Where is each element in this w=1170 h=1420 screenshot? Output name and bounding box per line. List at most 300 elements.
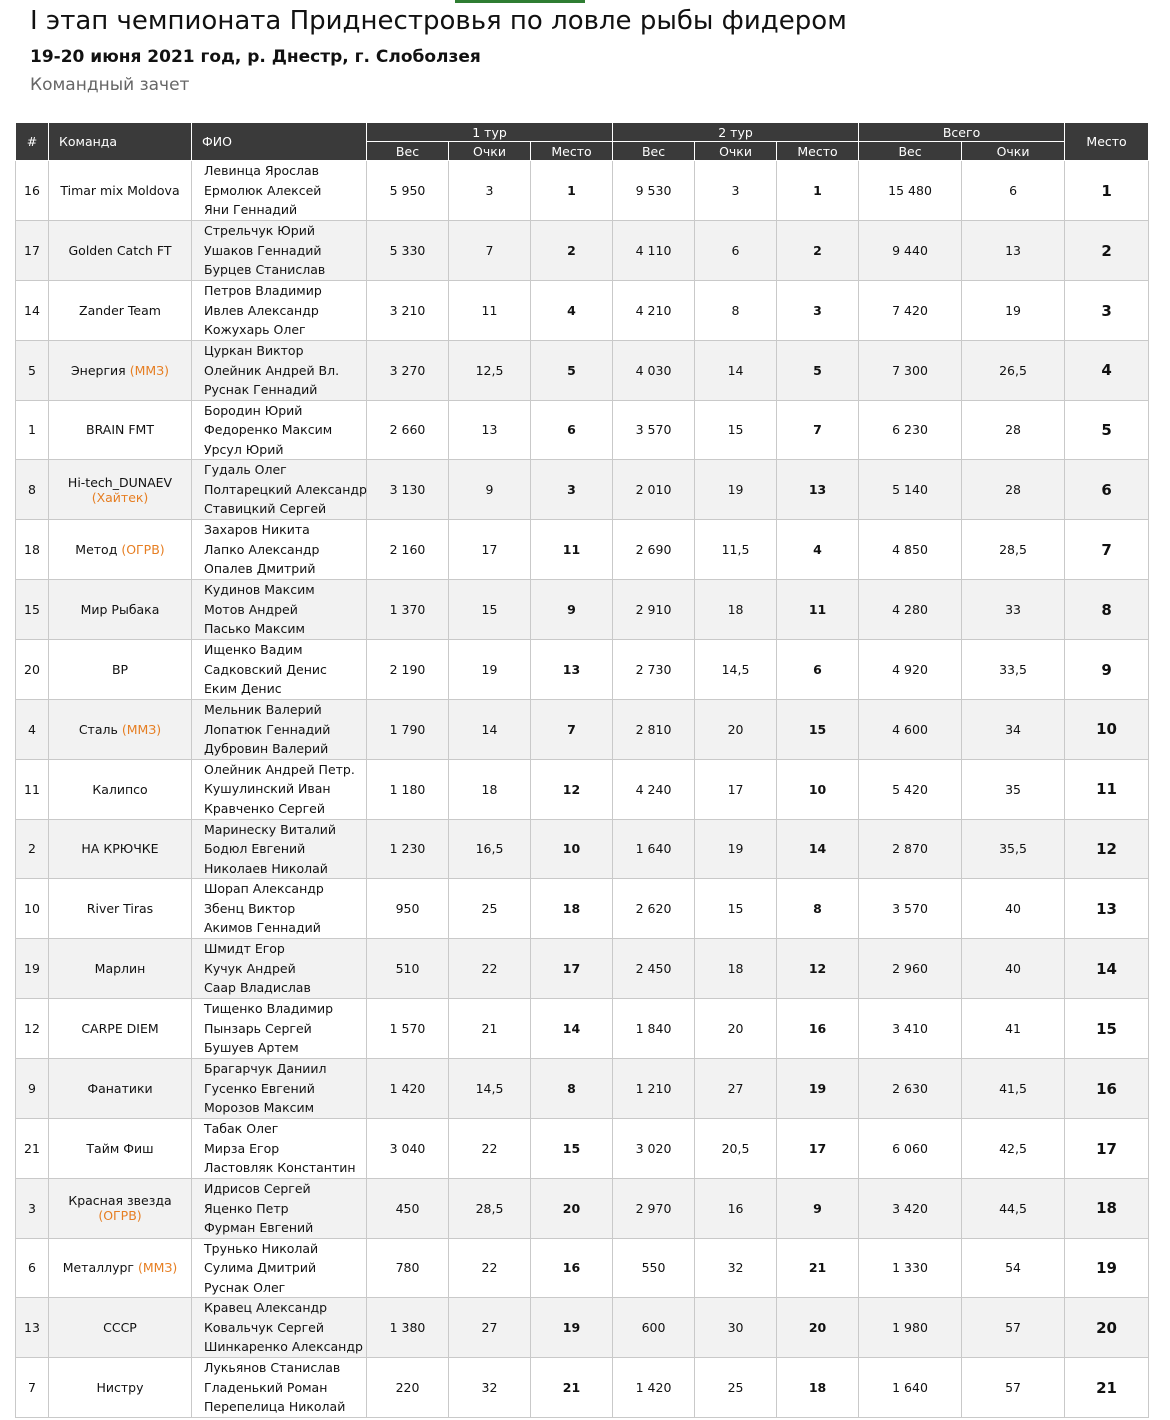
tour2-place: 18 [777,1358,859,1418]
total-weight: 6 060 [859,1119,962,1179]
tour2-points: 27 [695,1059,777,1119]
team-name: Мир Рыбака [80,602,160,617]
team-name: Golden Catch FT [68,243,172,258]
members-cell [192,341,367,401]
tour1-points: 13 [449,400,531,460]
member-name: Тищенко Владимир [204,1001,334,1017]
member-name: Пасько Максим [204,621,305,637]
member-name: Полтарецкий Александр [204,481,367,497]
total-points: 54 [962,1238,1065,1298]
tour1-weight: 3 040 [367,1119,449,1179]
team-cell [49,700,192,760]
col-t2-weight-header: Вес [613,142,695,161]
tour1-place: 5 [531,341,613,401]
tour2-place: 5 [777,341,859,401]
tour1-weight: 950 [367,879,449,939]
tour2-weight: 2 620 [613,879,695,939]
tour2-place: 7 [777,400,859,460]
member-name: Фурман Евгений [204,1220,314,1235]
tour2-place: 9 [777,1179,859,1239]
tour1-place: 17 [531,939,613,999]
tour2-points: 25 [695,1358,777,1418]
table-row [16,1298,1149,1358]
member-name: Шинкаренко Александр [204,1339,363,1355]
team-number: 5 [16,341,49,401]
tour2-weight: 1 840 [613,999,695,1059]
tour2-weight: 2 970 [613,1179,695,1239]
tour2-weight: 4 210 [613,281,695,341]
tour2-points: 15 [695,879,777,939]
team-number: 9 [16,1059,49,1119]
member-name: Мотов Андрей [204,601,298,617]
tour1-place: 8 [531,1059,613,1119]
total-weight: 1 330 [859,1238,962,1298]
tour1-weight: 1 420 [367,1059,449,1119]
members-cell [192,759,367,819]
member-name: Мирза Егор [204,1140,280,1156]
final-place: 11 [1065,759,1149,819]
table-row [16,1179,1149,1239]
member-name: Федоренко Максим [204,422,333,437]
member-name: Опалев Дмитрий [204,561,316,577]
tour2-weight: 2 010 [613,460,695,520]
tour2-place: 20 [777,1298,859,1358]
tour1-points: 21 [449,999,531,1059]
final-place: 17 [1065,1119,1149,1179]
col-num-header: # [16,123,49,161]
member-name: Кушулинский Иван [204,781,331,797]
tour1-place: 10 [531,819,613,879]
final-place: 18 [1065,1179,1149,1239]
member-name: Лукьянов Станислав [204,1360,341,1376]
tour1-points: 22 [449,939,531,999]
final-place: 20 [1065,1298,1149,1358]
team-name: Металлург [62,1260,134,1276]
table-row [16,1358,1149,1418]
col-total-weight-header: Вес [859,142,962,161]
total-weight: 7 300 [859,341,962,401]
members-cell [192,460,367,520]
member-name: Ушаков Геннадий [204,242,322,258]
team-cell [49,879,192,939]
tour1-place: 7 [531,700,613,760]
tour1-weight: 3 130 [367,460,449,520]
tour1-weight: 780 [367,1238,449,1298]
tour1-weight: 3 270 [367,341,449,401]
team-name: Сталь [78,721,118,737]
final-place: 7 [1065,520,1149,580]
tour2-place: 10 [777,759,859,819]
final-place: 19 [1065,1238,1149,1298]
table-header [16,123,1149,161]
tour2-points: 17 [695,759,777,819]
tour2-place: 1 [777,161,859,221]
members-cell [192,1059,367,1119]
table-row [16,1119,1149,1179]
tour1-points: 7 [449,221,531,281]
member-name: Лопатюк Геннадий [204,721,331,737]
tour2-weight: 4 240 [613,759,695,819]
tour1-points: 12,5 [449,341,531,401]
team-cell [49,400,192,460]
tour1-place: 4 [531,281,613,341]
tour2-points: 20 [695,999,777,1059]
team-number: 18 [16,520,49,580]
tour1-points: 28,5 [449,1179,531,1239]
top-accent-line [455,0,585,3]
tour1-points: 9 [449,460,531,520]
member-name: Ермолюк Алексей [204,182,322,198]
team-name: Тайм Фиш [86,1141,154,1156]
page-subtitle: 19-20 июня 2021 год, р. Днестр, г. Слоболзея [30,47,481,67]
tour1-points: 25 [449,879,531,939]
team-cell [49,161,192,221]
tour2-points: 30 [695,1298,777,1358]
tour2-points: 18 [695,939,777,999]
tour1-place: 3 [531,460,613,520]
member-name: Ставицкий Сергей [204,501,327,517]
total-weight: 6 230 [859,400,962,460]
team-number: 1 [16,400,49,460]
tour1-points: 22 [449,1119,531,1179]
team-cell [49,759,192,819]
total-points: 33 [962,580,1065,640]
members-cell [192,221,367,281]
tour1-weight: 3 210 [367,281,449,341]
tour2-weight: 600 [613,1298,695,1358]
table-row [16,520,1149,580]
total-points: 19 [962,281,1065,341]
tour2-place: 11 [777,580,859,640]
members-cell [192,640,367,700]
tour1-weight: 1 370 [367,580,449,640]
team-name: Нистру [96,1380,144,1395]
tour2-points: 14 [695,341,777,401]
tour2-place: 3 [777,281,859,341]
table-row [16,161,1149,221]
tour2-weight: 2 450 [613,939,695,999]
total-weight: 1 980 [859,1298,962,1358]
total-points: 13 [962,221,1065,281]
member-name: Маринеску Виталий [204,821,337,837]
final-place: 3 [1065,281,1149,341]
team-number: 14 [16,281,49,341]
section-title: Командный зачет [30,75,190,95]
tour2-weight: 1 420 [613,1358,695,1418]
team-number: 10 [16,879,49,939]
team-number: 13 [16,1298,49,1358]
table-row [16,341,1149,401]
total-weight: 1 640 [859,1358,962,1418]
member-name: Цуркан Виктор [204,343,304,358]
tour2-place: 15 [777,700,859,760]
tour1-weight: 5 330 [367,221,449,281]
member-name: Олейник Андрей Вл. [204,362,340,378]
tour1-place: 16 [531,1238,613,1298]
tour1-weight: 220 [367,1358,449,1418]
member-name: Лапко Александр [204,541,320,557]
results-table [15,122,1149,1418]
member-name: Кравченко Сергей [204,800,325,816]
members-cell [192,1179,367,1239]
team-cell [49,1119,192,1179]
members-cell [192,161,367,221]
col-team-header: Команда [49,123,192,161]
table-row [16,879,1149,939]
final-place: 14 [1065,939,1149,999]
tour1-weight: 2 160 [367,520,449,580]
total-points: 34 [962,700,1065,760]
tour1-points: 16,5 [449,819,531,879]
team-cell [49,281,192,341]
members-cell [192,580,367,640]
total-weight: 5 140 [859,460,962,520]
team-name: Фанатики [87,1081,153,1096]
tour1-weight: 1 230 [367,819,449,879]
total-weight: 4 850 [859,520,962,580]
team-name: BRAIN FMT [86,422,154,438]
member-name: Табак Олег [204,1121,279,1137]
member-name: Бушуев Артем [204,1040,299,1056]
member-name: Захаров Никита [204,522,310,538]
member-name: Кудинов Максим [204,582,315,598]
final-place: 12 [1065,819,1149,879]
table-row [16,1238,1149,1298]
team-name: Hi-tech_DUNAEV [67,474,173,490]
page-title: I этап чемпионата Приднестровья по ловле рыбы фидером [30,6,847,36]
total-weight: 9 440 [859,221,962,281]
team-name: Timar mix Moldova [60,183,180,198]
tour1-place: 1 [531,161,613,221]
member-name: Стрельчук Юрий [204,223,315,239]
members-cell [192,400,367,460]
total-weight: 4 920 [859,640,962,700]
member-name: Петров Владимир [204,283,322,299]
tour2-points: 15 [695,400,777,460]
team-cell [49,1238,192,1298]
tour1-weight: 5 950 [367,161,449,221]
table-row [16,759,1149,819]
member-name: Сулима Дмитрий [204,1260,317,1275]
member-name: Идрисов Сергей [204,1181,311,1196]
member-name: Збенц Виктор [204,900,296,916]
member-name: Кучук Андрей [204,960,296,976]
total-weight: 2 870 [859,819,962,879]
total-points: 40 [962,879,1065,939]
member-name: Гладенький Роман [204,1379,328,1395]
col-tour2-header: 2 тур [613,123,859,142]
member-name: Ивлев Александр [204,302,319,318]
tour1-points: 18 [449,759,531,819]
team-cell [49,460,192,520]
member-name: Саар Владислав [204,980,311,996]
member-name: Садковский Денис [204,661,327,677]
team-number: 16 [16,161,49,221]
member-name: Ищенко Вадим [204,642,303,658]
total-points: 6 [962,161,1065,221]
tour2-place: 14 [777,819,859,879]
team-number: 20 [16,640,49,700]
team-number: 12 [16,999,49,1059]
table-row [16,819,1149,879]
final-place: 1 [1065,161,1149,221]
total-points: 26,5 [962,341,1065,401]
tour2-points: 16 [695,1179,777,1239]
members-cell [192,520,367,580]
team-organization: (ММЗ) [137,1260,178,1276]
tour1-place: 14 [531,999,613,1059]
tour2-points: 3 [695,161,777,221]
final-place: 8 [1065,580,1149,640]
tour1-points: 22 [449,1238,531,1298]
table-row [16,580,1149,640]
total-points: 41 [962,999,1065,1059]
tour2-points: 20 [695,700,777,760]
member-name: Морозов Максим [204,1100,315,1116]
members-cell [192,939,367,999]
total-points: 42,5 [962,1119,1065,1179]
table-row [16,281,1149,341]
table-row [16,221,1149,281]
member-name: Яценко Петр [204,1200,289,1216]
team-name: Калипсо [92,781,148,797]
team-name: BP [111,662,129,677]
table-row [16,400,1149,460]
total-points: 35,5 [962,819,1065,879]
tour1-weight: 1 380 [367,1298,449,1358]
final-place: 16 [1065,1059,1149,1119]
total-weight: 5 420 [859,759,962,819]
final-place: 6 [1065,460,1149,520]
members-cell [192,1358,367,1418]
tour1-points: 14 [449,700,531,760]
tour1-place: 12 [531,759,613,819]
team-cell [49,580,192,640]
tour1-weight: 1 570 [367,999,449,1059]
tour2-place: 2 [777,221,859,281]
tour2-points: 11,5 [695,520,777,580]
col-t1-weight-header: Вес [367,142,449,161]
total-points: 41,5 [962,1059,1065,1119]
tour2-place: 19 [777,1059,859,1119]
member-name: Пынзарь Сергей [204,1020,312,1036]
member-name: Еким Денис [204,681,282,697]
member-name: Олейник Андрей Петр. [204,761,355,777]
tour1-weight: 450 [367,1179,449,1239]
tour2-weight: 2 730 [613,640,695,700]
tour1-place: 6 [531,400,613,460]
tour1-place: 19 [531,1298,613,1358]
total-points: 35 [962,759,1065,819]
tour1-weight: 2 660 [367,400,449,460]
tour2-weight: 550 [613,1238,695,1298]
total-points: 57 [962,1298,1065,1358]
tour1-weight: 510 [367,939,449,999]
member-name: Трунько Николай [204,1240,319,1256]
team-cell [49,819,192,879]
team-name: CARPE DIEM [81,1021,159,1036]
final-place: 10 [1065,700,1149,760]
tour2-place: 21 [777,1238,859,1298]
total-points: 28 [962,400,1065,460]
tour1-points: 27 [449,1298,531,1358]
member-name: Шмидт Егор [204,941,285,957]
tour2-place: 13 [777,460,859,520]
final-place: 5 [1065,400,1149,460]
member-name: Перепелица Николай [204,1399,346,1415]
total-weight: 7 420 [859,281,962,341]
tour2-weight: 1 210 [613,1059,695,1119]
members-cell [192,281,367,341]
tour1-points: 14,5 [449,1059,531,1119]
tour2-points: 20,5 [695,1119,777,1179]
member-name: Урсул Юрий [204,441,284,457]
total-weight: 4 280 [859,580,962,640]
team-number: 8 [16,460,49,520]
table-row [16,460,1149,520]
tour1-points: 32 [449,1358,531,1418]
member-name: Дубровин Валерий [204,741,329,756]
team-organization: (ММЗ) [129,362,170,378]
member-name: Ковальчук Сергей [204,1319,324,1335]
tour2-place: 12 [777,939,859,999]
team-name: НА КРЮЧКЕ [81,841,159,857]
tour1-points: 17 [449,520,531,580]
col-total-points-header: Очки [962,142,1065,161]
table-row [16,1059,1149,1119]
total-weight: 2 960 [859,939,962,999]
tour2-points: 6 [695,221,777,281]
team-cell [49,640,192,700]
tour2-points: 18 [695,580,777,640]
team-cell [49,939,192,999]
total-weight: 15 480 [859,161,962,221]
final-place: 15 [1065,999,1149,1059]
final-place: 2 [1065,221,1149,281]
col-t2-points-header: Очки [695,142,777,161]
final-place: 21 [1065,1358,1149,1418]
member-name: Яни Геннадий [204,202,298,218]
team-name: Метод [75,542,118,557]
tour2-place: 16 [777,999,859,1059]
team-name: Энергия [70,362,126,378]
col-t1-place-header: Место [531,142,613,161]
tour1-weight: 2 190 [367,640,449,700]
tour2-weight: 3 020 [613,1119,695,1179]
col-total-header: Всего [859,123,1065,142]
total-points: 33,5 [962,640,1065,700]
total-weight: 2 630 [859,1059,962,1119]
team-cell [49,221,192,281]
team-cell [49,999,192,1059]
tour1-place: 11 [531,520,613,580]
member-name: Бурцев Станислав [204,262,326,278]
tour2-points: 14,5 [695,640,777,700]
members-cell [192,1298,367,1358]
tour2-weight: 9 530 [613,161,695,221]
members-cell [192,1238,367,1298]
team-number: 6 [16,1238,49,1298]
team-number: 11 [16,759,49,819]
table-body [16,161,1149,1418]
team-number: 3 [16,1179,49,1239]
tour1-place: 2 [531,221,613,281]
tour1-points: 15 [449,580,531,640]
team-number: 21 [16,1119,49,1179]
members-cell [192,819,367,879]
tour2-weight: 2 910 [613,580,695,640]
members-cell [192,879,367,939]
